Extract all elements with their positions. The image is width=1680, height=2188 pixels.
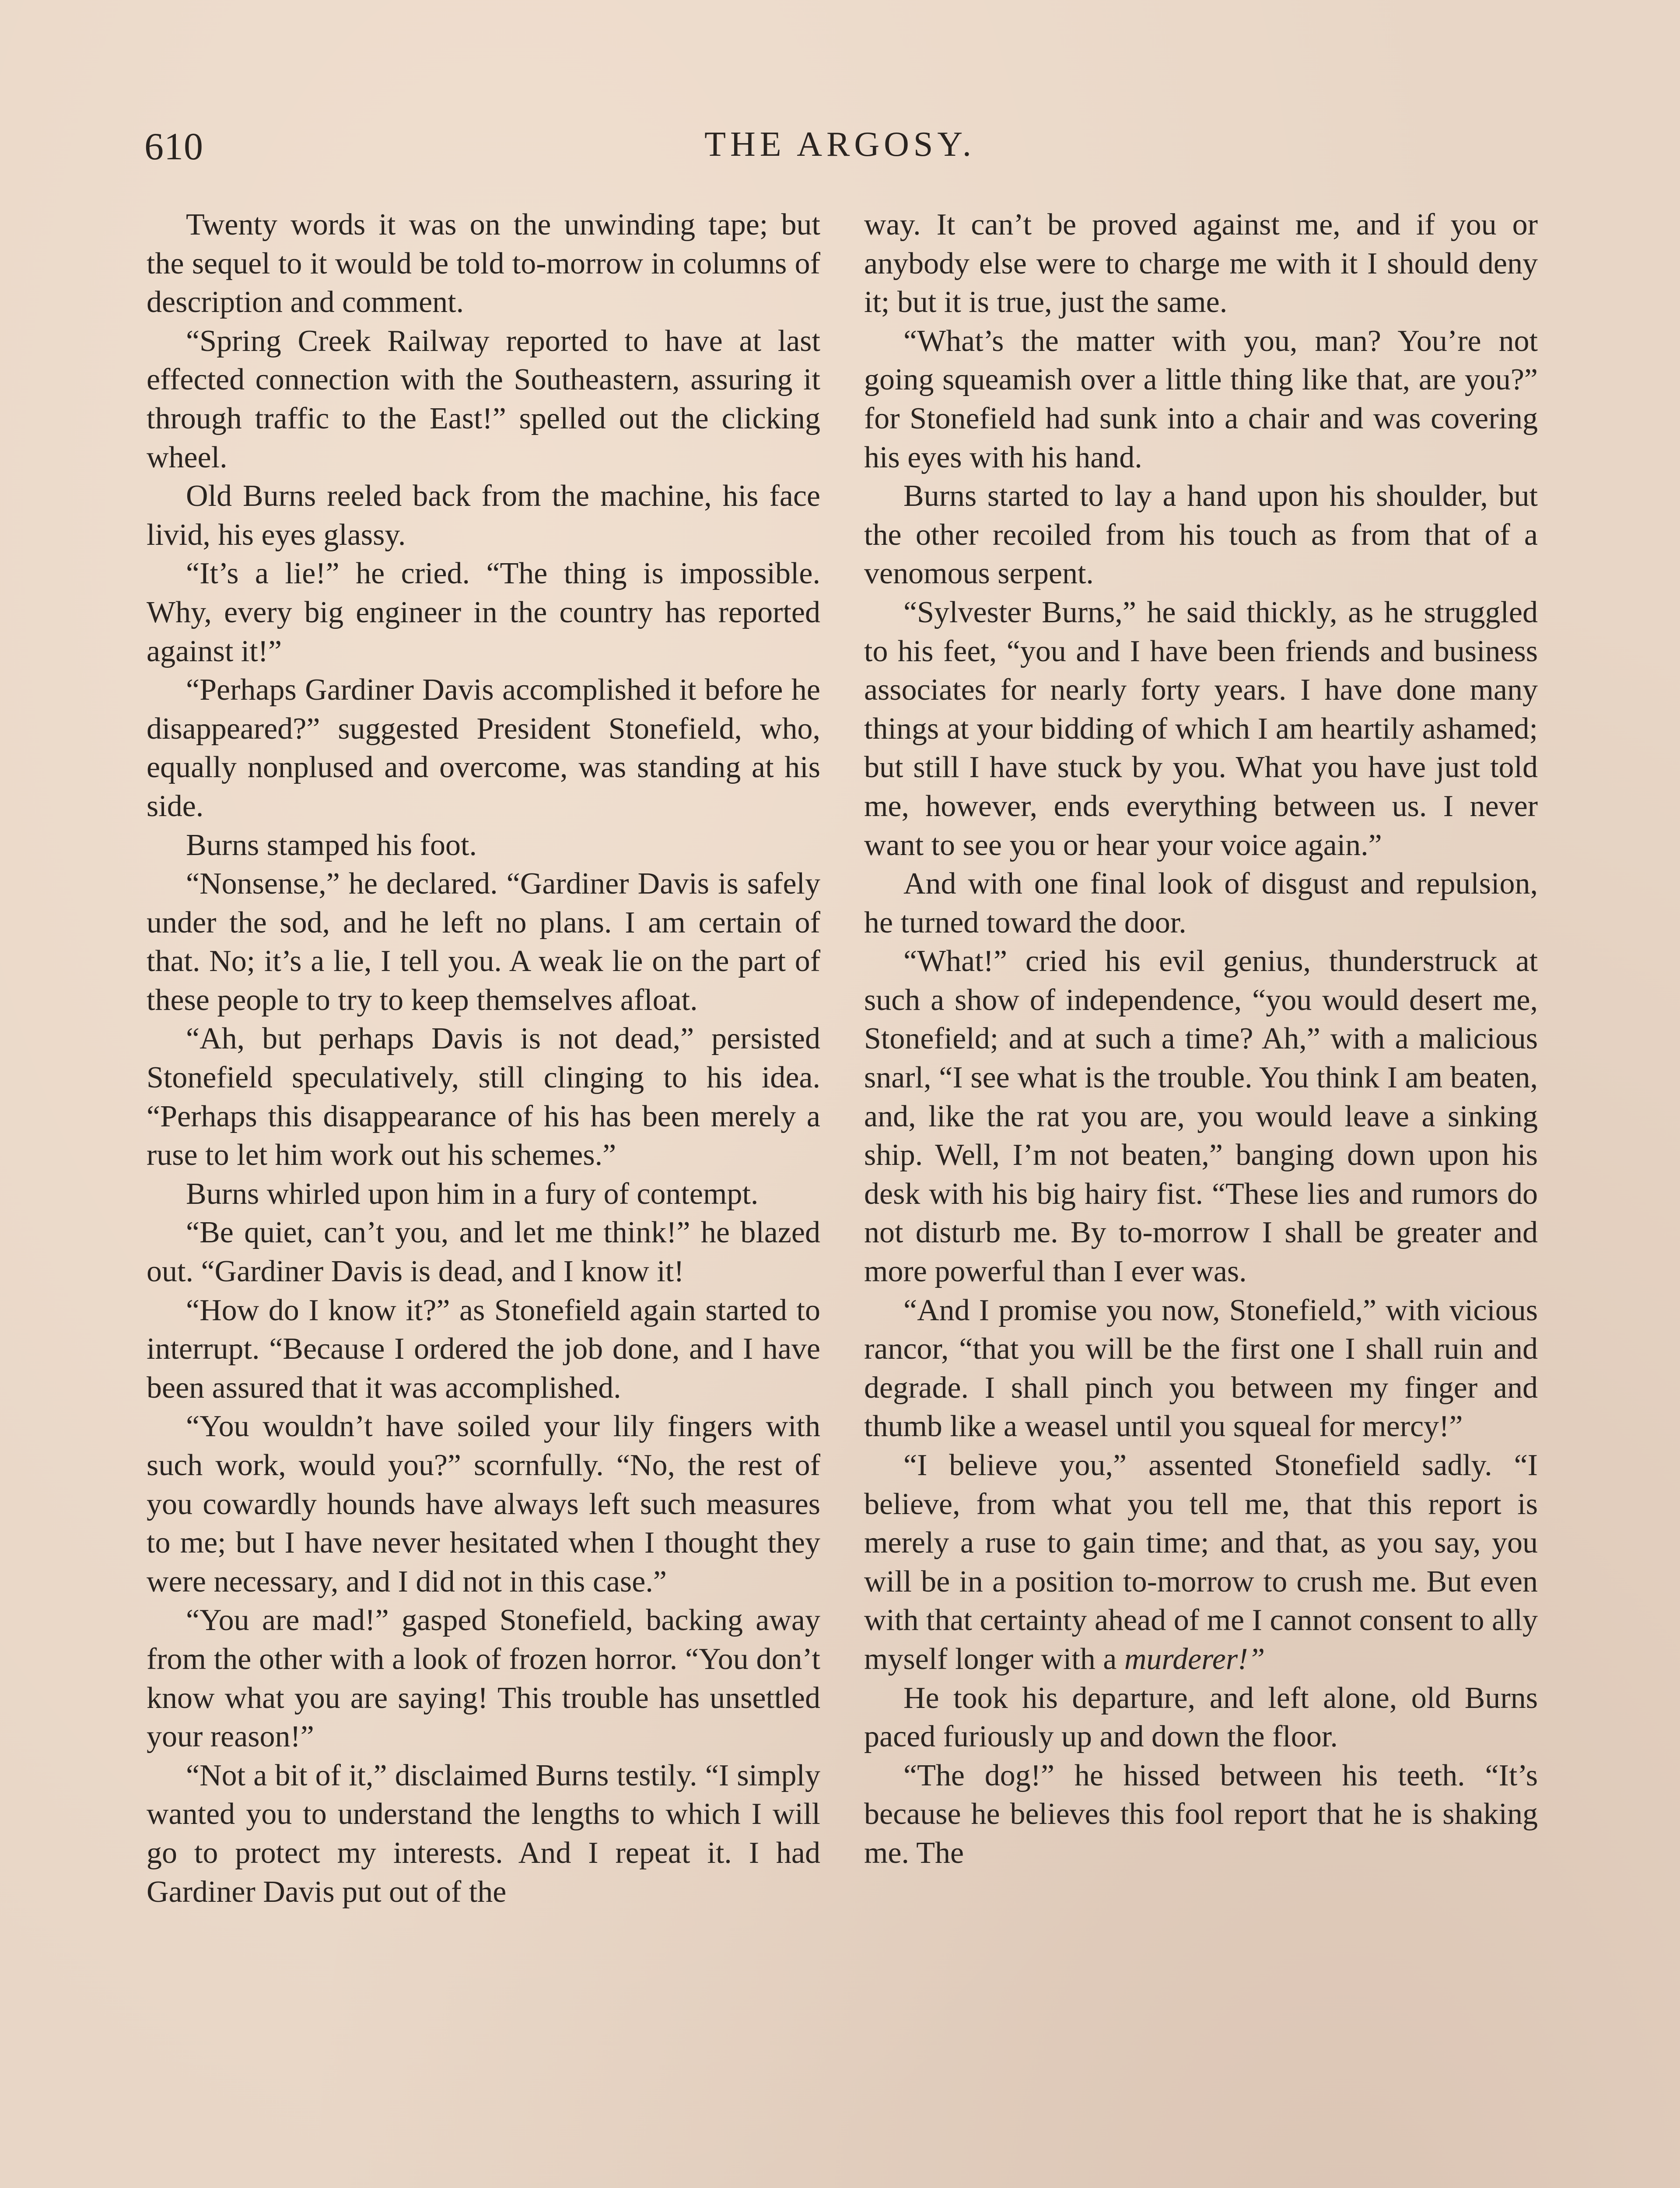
paragraph: “Not a bit of it,” disclaimed Burns testily. “I simply wanted you to understand the lengths to which I will go to protect my interests. And I repeat it. I had Gardiner Davis put out of the xyxy=(147,1758,820,1909)
left-column xyxy=(147,206,820,1911)
page-number: 610 xyxy=(144,126,203,168)
paragraph: “The dog!” he hissed between his teeth. “It’s because he believes this fool report that he is shaking me. The xyxy=(864,1758,1538,1870)
paragraph: Burns stamped his foot. xyxy=(186,828,477,862)
page-header xyxy=(144,125,1536,182)
paragraph: “Nonsense,” he declared. “Gardiner Davis is safely under the sod, and he left no plans. I am certain of that. No; it’s a lie, I tell you. A weak lie on the part of these people to try to keep themselves afloat. xyxy=(147,867,820,1017)
article-body xyxy=(147,206,1538,2188)
paragraph: “What’s the matter with you, man? You’re not going squeamish over a little thing like that, are you?” for Stonefield had sunk into a chair and was covering his eyes with his hand. xyxy=(864,324,1538,474)
paragraph: “Sylvester Burns,” he said thickly, as he struggled to his feet, “you and I have been friends and business associates for nearly forty years. I have done many things at your bidding of which I am heartily ashamed; but still I have stuck by you. What you have just told me, however, ends everything between us. I never want to see you or hear your voice again.” xyxy=(864,595,1538,862)
paragraph: “It’s a lie!” he cried. “The thing is impossible. Why, every big engineer in the country has reported against it!” xyxy=(147,557,820,668)
paragraph: “You wouldn’t have soiled your lily fingers with such work, would you?” scornfully. “No, the rest of you cowardly hounds have always left such measures to me; but I have never hesitated when I thought they were necessary, and I did not in this case.” xyxy=(147,1410,820,1599)
paragraph: “And I promise you now, Stonefield,” with vicious rancor, “that you will be the first one I shall ruin and degrade. I shall pinch you between my finger and thumb like a weasel until you squeal for mercy!” xyxy=(864,1293,1538,1444)
paragraph-text: “I believe you,” assented Stonefield sadly. “I believe, from what you tell me, that this report is merely a ruse to gain time; and that, as you say, you will be in a position to-morrow to crush me. But even with that certainty ahead of me I cannot consent to ally myself longer with a xyxy=(864,1448,1538,1676)
running-title: THE ARGOSY. xyxy=(704,125,976,164)
paragraph: “Perhaps Gardiner Davis accomplished it before he disappeared?” suggested President Stonefield, who, equally nonplused and overcome, was standing at his side. xyxy=(147,673,820,823)
paragraph: “Ah, but perhaps Davis is not dead,” persisted Stonefield speculatively, still clinging to his idea. “Perhaps this disappearance of his has been merely a ruse to let him work out his schemes.” xyxy=(147,1022,820,1172)
paragraph: “You are mad!” gasped Stonefield, backing away from the other with a look of frozen horror. “You don’t know what you are saying! This trouble has unsettled your reason!” xyxy=(147,1603,820,1754)
paragraph xyxy=(864,1446,1538,1679)
paragraph: Twenty words it was on the unwinding tape; but the sequel to it would be told to-morrow in columns of description and comment. xyxy=(147,208,820,319)
italic-word: murderer!” xyxy=(1124,1642,1265,1676)
paragraph: He took his departure, and left alone, old Burns paced furiously up and down the floor. xyxy=(864,1681,1538,1754)
paragraph: Burns whirled upon him in a fury of contempt. xyxy=(186,1177,759,1211)
paragraph: “What!” cried his evil genius, thunderstruck at such a show of independence, “you would desert me, Stonefield; and at such a time? Ah,” with a malicious snarl, “I see what is the trouble. You think I am beaten, and, like the rat you are, you would leave a sinking ship. Well, I’m not beaten,” banging down upon his desk with his big hairy fist. “These lies and rumors do not disturb me. By to-morrow I shall be greater and more powerful than I ever was. xyxy=(864,944,1538,1289)
right-column xyxy=(864,206,1538,1873)
paragraph: Burns started to lay a hand upon his shoulder, but the other recoiled from his touch as from that of a venomous serpent. xyxy=(864,479,1538,591)
paragraph: Old Burns reeled back from the machine, his face livid, his eyes glassy. xyxy=(147,479,820,552)
paragraph: And with one final look of disgust and repulsion, he turned toward the door. xyxy=(864,867,1538,940)
paragraph-continuation: way. It can’t be proved against me, and if you or anybody else were to charge me with it I should deny it; but it is true, just the same. xyxy=(864,208,1538,319)
paragraph: “How do I know it?” as Stonefield again started to interrupt. “Because I ordered the job done, and I have been assured that it was accomplished. xyxy=(147,1293,820,1405)
paragraph: “Spring Creek Railway reported to have at last effected connection with the Southeastern, assuring it through traffic to the East!” spelled out the clicking wheel. xyxy=(147,324,820,474)
paragraph: “Be quiet, can’t you, and let me think!” he blazed out. “Gardiner Davis is dead, and I know it! xyxy=(147,1216,820,1289)
